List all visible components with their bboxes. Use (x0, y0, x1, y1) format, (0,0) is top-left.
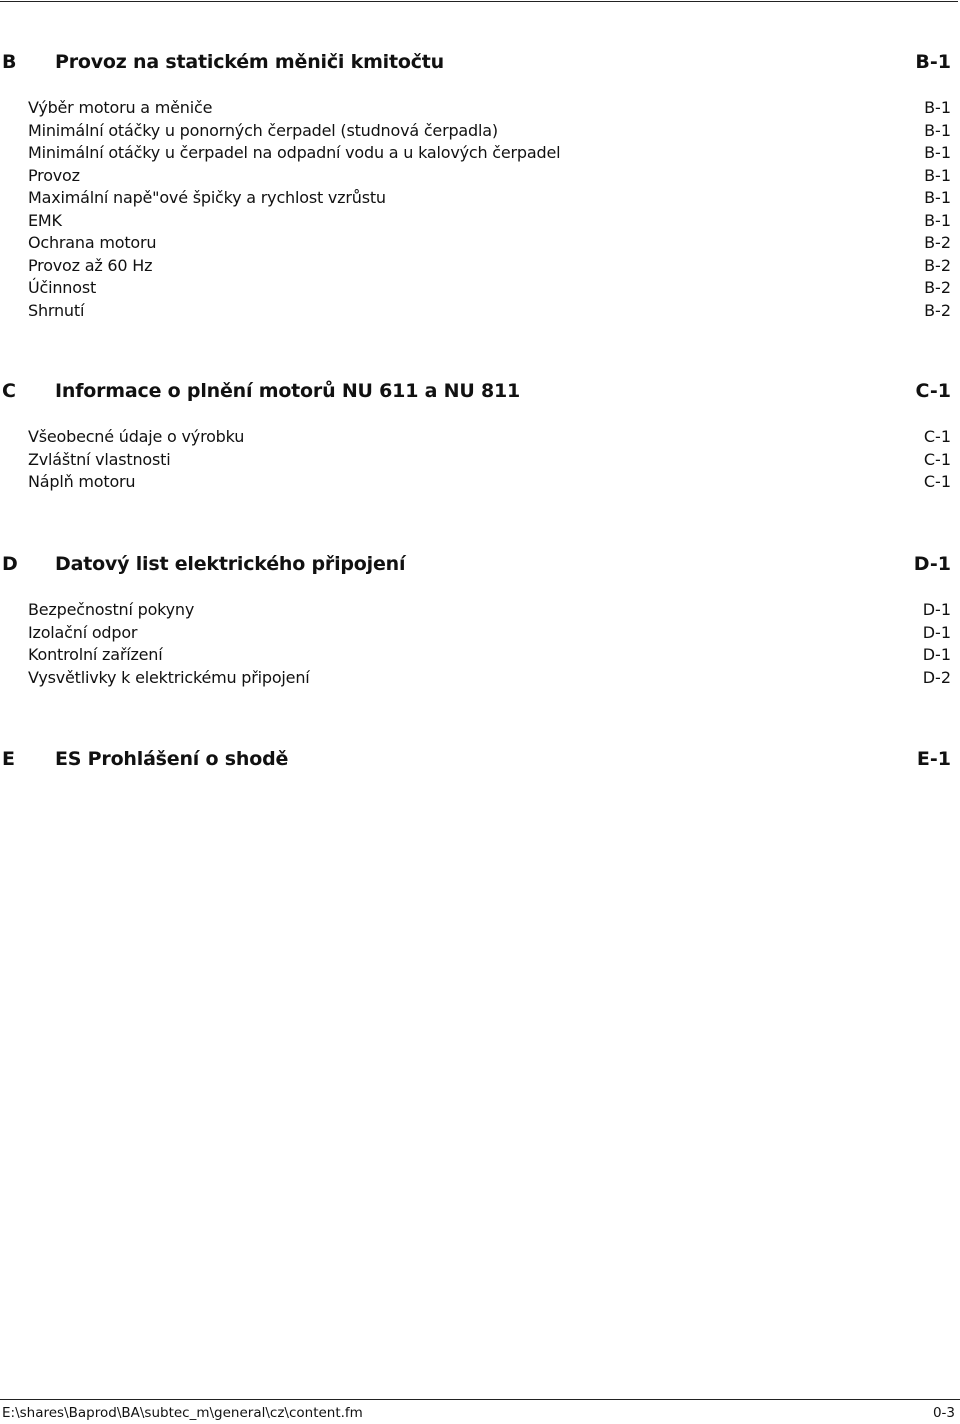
entry-title: Bezpečnostní pokyny (28, 600, 195, 619)
toc-entry[interactable] (0, 300, 960, 323)
entry-title: Vysvětlivky k elektrickému připojení (28, 667, 310, 687)
entry-title: Provoz až 60 Hz (28, 255, 153, 275)
toc-entry[interactable] (0, 622, 960, 645)
section-heading[interactable] (0, 549, 960, 579)
entry-title: Všeobecné údaje o výrobku (28, 427, 245, 446)
entry-page-number: B-2 (924, 300, 951, 320)
section-letter: C (2, 380, 16, 402)
section-letter: D (2, 553, 18, 575)
entry-title: Minimální otáčky u ponorných čerpadel (studnová čerpadla) (28, 120, 498, 140)
section-heading[interactable] (0, 376, 960, 406)
toc-entry[interactable] (0, 187, 960, 210)
entry-title: Kontrolní zařízení (28, 645, 163, 664)
entry-title: Minimální otáčky u čerpadel na odpadní vodu a u kalových čerpadel (28, 143, 561, 162)
entry-title: Náplň motoru (28, 472, 136, 491)
section-page-number: B-1 (915, 51, 951, 73)
section-title: Datový list elektrického připojení (55, 553, 406, 575)
footer-file-path: E:\shares\Baprod\BA\subtec_m\general\cz\content.fm (2, 1405, 363, 1421)
entry-page-number: B-1 (924, 120, 951, 140)
entry-title: Účinnost (28, 278, 97, 297)
section-page-number: E-1 (916, 748, 951, 770)
toc-entry[interactable] (0, 142, 960, 165)
entry-page-number: B-2 (924, 255, 951, 275)
section-letter: E (2, 748, 15, 770)
entry-page-number: C-1 (923, 472, 951, 491)
entry-title: Izolační odpor (28, 622, 138, 642)
section-title: ES Prohlášení o shodě (55, 748, 289, 770)
entry-title: Zvláštní vlastnosti (28, 449, 171, 469)
toc-entry[interactable] (0, 210, 960, 233)
entry-page-number: D-1 (922, 645, 951, 664)
toc-entry[interactable] (0, 644, 960, 667)
section-title: Informace o plnění motorů NU 611 a NU 811 (55, 380, 521, 402)
toc-section-c (0, 376, 960, 494)
entry-page-number: D-1 (922, 622, 951, 642)
toc-entry[interactable] (0, 599, 960, 622)
entry-page-number: B-1 (924, 210, 951, 230)
section-entries (0, 599, 960, 689)
toc-section-b (0, 47, 960, 322)
toc-entry[interactable] (0, 120, 960, 143)
entry-title: EMK (28, 210, 62, 230)
entry-page-number: B-2 (924, 233, 951, 252)
entry-title: Shrnutí (28, 300, 85, 320)
section-letter: B (2, 51, 17, 73)
toc-entry[interactable] (0, 165, 960, 188)
entry-page-number: C-1 (923, 427, 951, 446)
section-entries (0, 426, 960, 494)
toc-entry[interactable] (0, 449, 960, 472)
entry-page-number: B-2 (924, 278, 951, 297)
toc-entry[interactable] (0, 277, 960, 300)
toc-entry[interactable] (0, 426, 960, 449)
footer-rule (0, 1399, 960, 1400)
section-title: Provoz na statickém měniči kmitočtu (55, 51, 444, 73)
toc-entry[interactable] (0, 471, 960, 494)
toc-entry[interactable] (0, 97, 960, 120)
footer-page-number: 0-3 (932, 1405, 955, 1421)
entry-title: Výběr motoru a měniče (28, 98, 213, 117)
section-heading[interactable] (0, 47, 960, 77)
toc-entry[interactable] (0, 667, 960, 690)
section-entries (0, 97, 960, 322)
section-heading[interactable] (0, 744, 960, 774)
entry-page-number: B-1 (924, 188, 951, 207)
toc-entry[interactable] (0, 232, 960, 255)
section-page-number: C-1 (915, 380, 951, 402)
entry-page-number: D-1 (922, 600, 951, 619)
toc-entry[interactable] (0, 255, 960, 278)
toc-section-d (0, 549, 960, 689)
entry-page-number: C-1 (923, 449, 951, 469)
entry-title: Ochrana motoru (28, 233, 157, 252)
entry-page-number: D-2 (922, 667, 951, 687)
entry-page-number: B-1 (924, 98, 951, 117)
entry-title: Provoz (28, 165, 80, 185)
toc-section-e (0, 744, 960, 774)
section-page-number: D-1 (913, 553, 951, 575)
entry-page-number: B-1 (924, 143, 951, 162)
top-rule (0, 1, 958, 2)
entry-title: Maximální napě"ové špičky a rychlost vzrůstu (28, 188, 386, 207)
entry-page-number: B-1 (924, 165, 951, 185)
